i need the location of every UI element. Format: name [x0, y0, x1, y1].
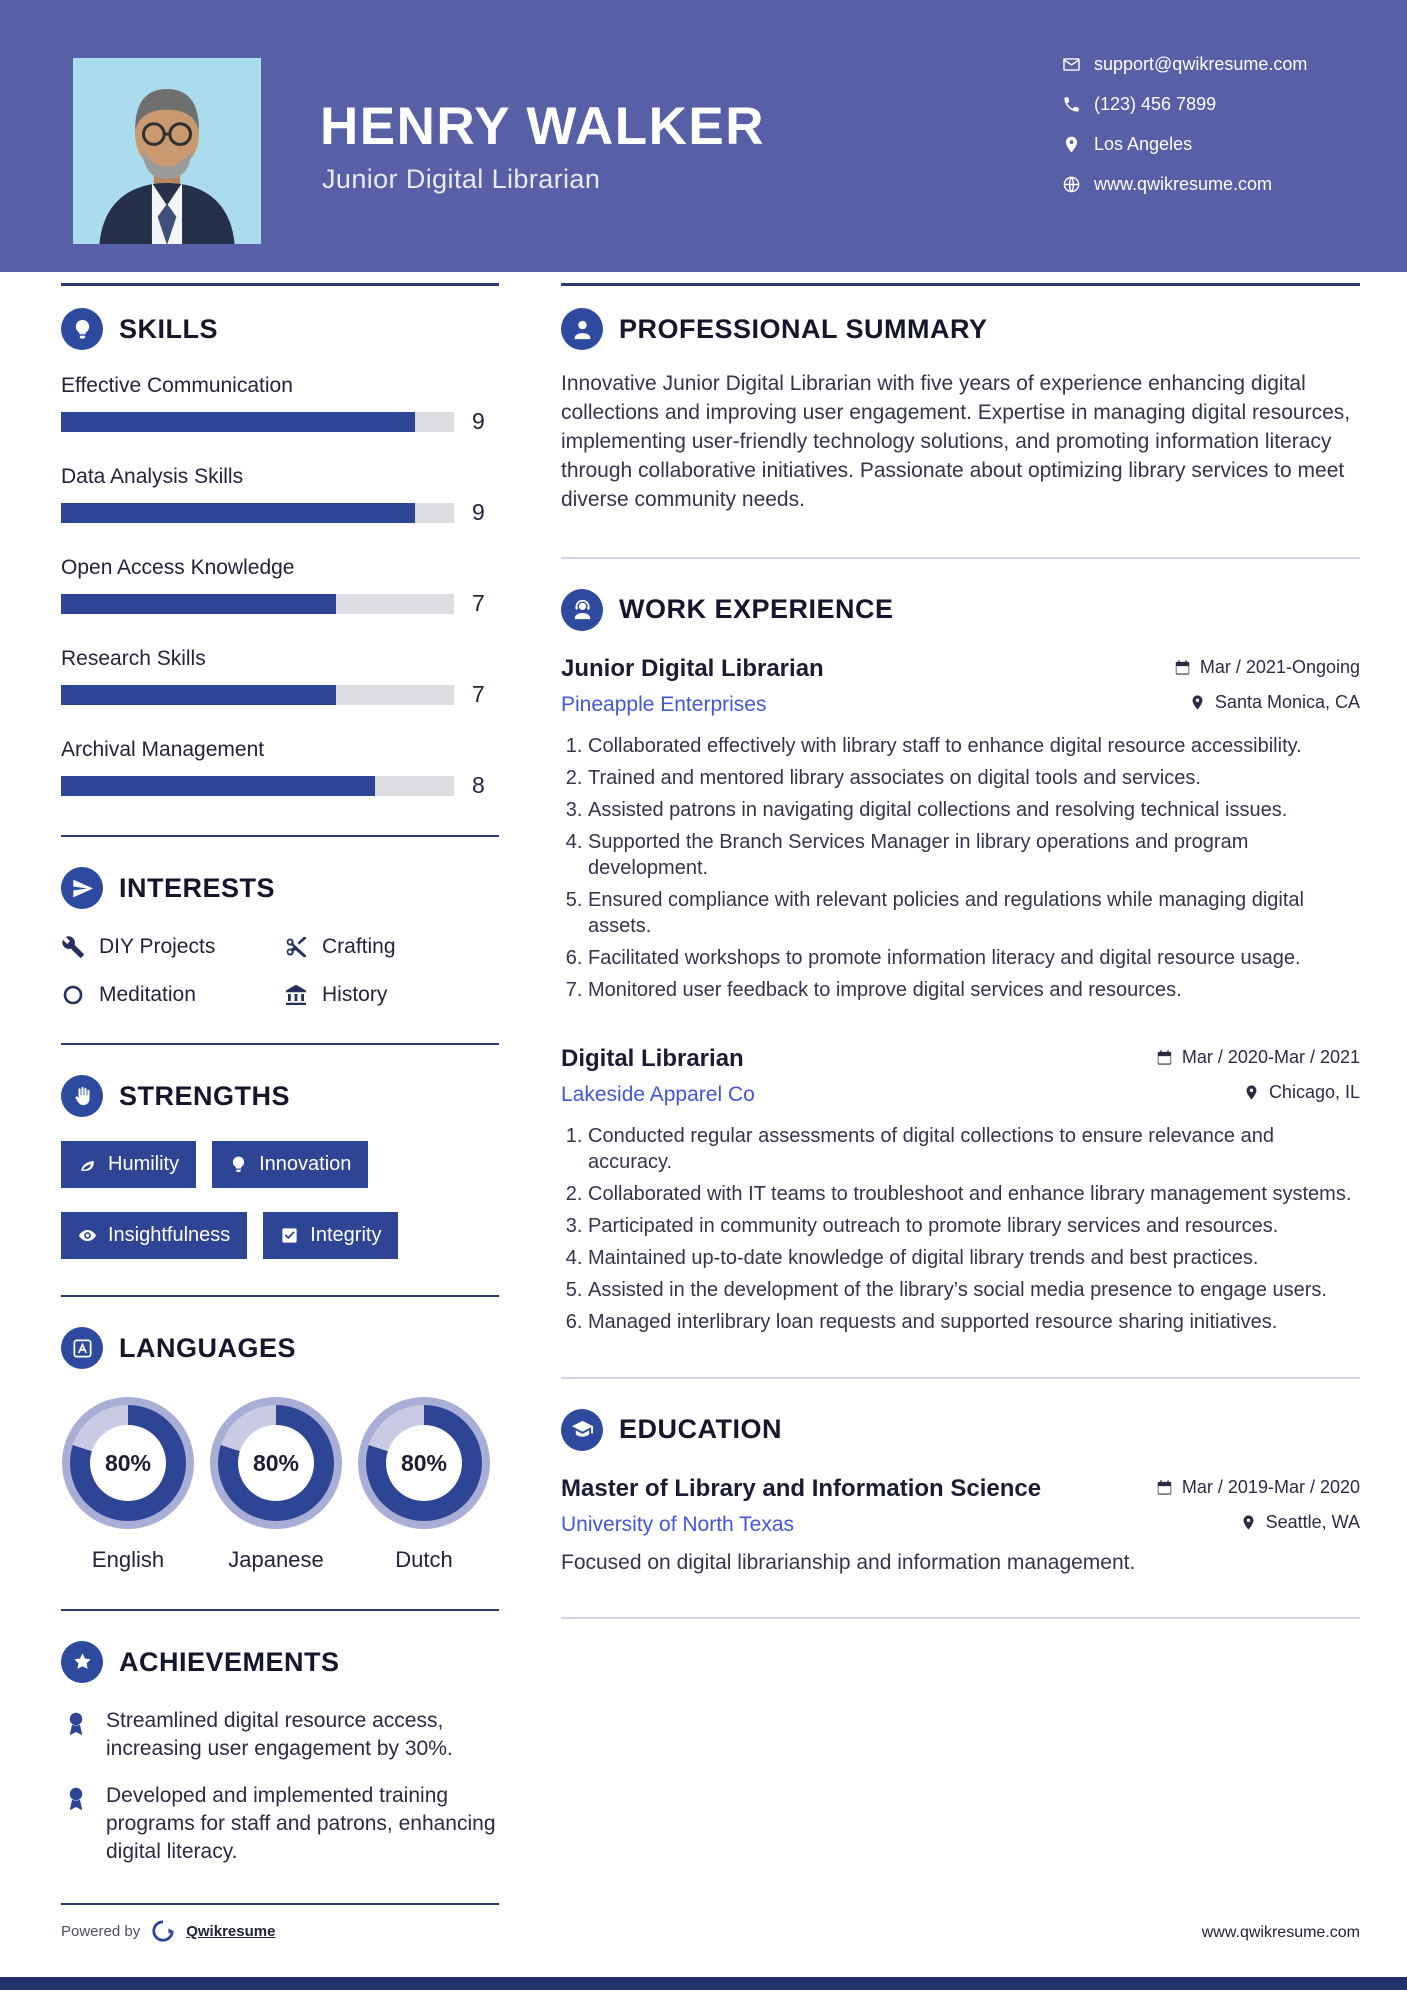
globe-icon [1062, 175, 1081, 194]
company-link[interactable]: Pineapple Enterprises [561, 692, 767, 716]
pin-icon [1189, 694, 1206, 711]
skills-heading [61, 308, 499, 350]
right-column [561, 308, 1360, 1649]
language-donut [62, 1397, 194, 1529]
strengths-row-2 [61, 1212, 499, 1259]
medal-icon [61, 1784, 91, 1814]
skills-list [61, 374, 499, 799]
eye-icon [78, 1226, 97, 1245]
donut-value: 80% [400, 1449, 448, 1476]
skill-item: Open Access Knowledge 7 [61, 556, 485, 616]
achievements-list [61, 1707, 499, 1867]
left-divider [61, 1295, 499, 1297]
summary-heading [561, 308, 1360, 350]
language-label: Dutch [395, 1547, 453, 1572]
contact-location-text: Los Angeles [1094, 134, 1193, 154]
skill-bar [61, 503, 454, 523]
language-donut [358, 1397, 490, 1529]
strength-chip: Humility [61, 1141, 196, 1188]
degree-title: Master of Library and Information Science [561, 1474, 1042, 1502]
skill-score: 9 [472, 408, 485, 434]
job-bullet: 6. Managed interlibrary loan requests and supported resource sharing initiatives. [588, 1309, 1360, 1335]
job-dates: Mar / 2020-Mar / 2021 [1156, 1047, 1360, 1068]
experience-section [561, 589, 1360, 1335]
calendar-icon [1156, 1479, 1173, 1496]
strengths-heading [61, 1075, 499, 1117]
contact-phone-text: (123) 456 7899 [1094, 94, 1217, 114]
summary-title: PROFESSIONAL SUMMARY [619, 313, 988, 344]
checkbox-icon [280, 1226, 299, 1245]
skills-title: SKILLS [119, 313, 219, 344]
job-location: Chicago, IL [1243, 1082, 1360, 1103]
languages-list [61, 1397, 499, 1573]
education-title: EDUCATION [619, 1414, 782, 1445]
languages-heading [61, 1327, 499, 1369]
job-dates: Mar / 2021-Ongoing [1174, 657, 1360, 678]
job-bullet: 4. Maintained up-to-date knowledge of digital library trends and best practices. [588, 1245, 1360, 1271]
phone-icon [1062, 95, 1081, 114]
strength-chip: Integrity [263, 1212, 398, 1259]
left-divider [61, 1043, 499, 1045]
summary-text: Innovative Junior Digital Librarian with five years of experience enhancing digital collections and improving user engagement. Expertise in managing digital resources, implementing user-friendly technology solutions, and promoting information literacy through collaborative initiatives. Passionate about optimizing library services to meet diverse community needs. [561, 372, 1351, 511]
contact-website[interactable] [1062, 174, 1307, 195]
qwikresume-logo [150, 1918, 176, 1944]
achievements-heading [61, 1641, 499, 1683]
skill-bar [61, 412, 454, 432]
contact-location [1062, 134, 1307, 155]
achievements-title: ACHIEVEMENTS [119, 1646, 340, 1677]
interests-title: INTERESTS [119, 872, 276, 903]
circle-icon [61, 983, 85, 1007]
skill-bar [61, 594, 454, 614]
job-bullet: 2. Collaborated with IT teams to troubleshoot and enhance library management systems. [588, 1181, 1360, 1207]
job-bullet: 2. Trained and mentored library associates on digital tools and services. [588, 765, 1360, 791]
job-bullet-list [561, 733, 1360, 1003]
contact-email-text: support@qwikresume.com [1094, 54, 1308, 74]
medal-icon [61, 1709, 91, 1739]
languages-title: LANGUAGES [119, 1332, 297, 1363]
language-item [209, 1397, 343, 1573]
person-icon [561, 308, 603, 350]
strengths-title: STRENGTHS [119, 1080, 291, 1111]
education-location: Seattle, WA [1240, 1512, 1360, 1533]
footer-website-link[interactable]: www.qwikresume.com [1201, 1924, 1360, 1941]
job-entry [561, 1045, 1360, 1335]
translate-icon [61, 1327, 103, 1369]
skill-bar [61, 776, 454, 796]
interests-section [61, 867, 499, 1007]
strength-chip: Insightfulness [61, 1212, 247, 1259]
right-divider [561, 557, 1360, 559]
summary-section [561, 308, 1360, 515]
language-donut [210, 1397, 342, 1529]
left-divider [61, 1609, 499, 1611]
strength-chip: Innovation [212, 1141, 368, 1188]
left-column-top-rule [61, 283, 499, 286]
languages-section [61, 1327, 499, 1573]
education-dates: Mar / 2019-Mar / 2020 [1156, 1477, 1360, 1498]
wrench-icon [61, 935, 85, 959]
contact-list [1062, 54, 1307, 195]
graduation-cap-icon [561, 1409, 603, 1451]
left-divider [61, 835, 499, 837]
contact-phone[interactable] [1062, 94, 1307, 115]
job-entry [561, 655, 1360, 1003]
experience-title: WORK EXPERIENCE [619, 594, 894, 625]
skill-item: Data Analysis Skills 9 [61, 465, 485, 525]
job-bullet: 3. Assisted patrons in navigating digital collections and resolving technical issues. [588, 797, 1360, 823]
achievement-item: Streamlined digital resource access, increasing user engagement by 30%. [61, 1707, 499, 1764]
lightbulb-icon [61, 308, 103, 350]
left-divider [61, 1903, 499, 1905]
job-bullet: 4. Supported the Branch Services Manager in library operations and program development. [588, 829, 1360, 881]
leaf-icon [78, 1155, 97, 1174]
powered-by-label: Powered by [61, 1922, 141, 1940]
strengths-row-1 [61, 1141, 499, 1188]
skill-item: Research Skills 7 [61, 647, 485, 707]
header [0, 0, 1407, 272]
interest-item: History [284, 983, 499, 1007]
right-column-top-rule [561, 283, 1360, 286]
lightbulb-icon [229, 1155, 248, 1174]
interests-heading [61, 867, 499, 909]
company-link[interactable]: Lakeside Apparel Co [561, 1082, 755, 1106]
job-title: Digital Librarian [561, 1044, 744, 1072]
skill-bar [61, 685, 454, 705]
left-column [61, 308, 499, 1935]
job-bullet: 1. Conducted regular assessments of digital collections to ensure relevance and accuracy. [588, 1123, 1360, 1175]
job-bullet: 1. Collaborated effectively with library staff to enhance digital resource accessibility. [588, 733, 1360, 759]
achievement-item: Developed and implemented training programs for staff and patrons, enhancing digital literacy. [61, 1782, 499, 1867]
contact-email[interactable] [1062, 54, 1307, 75]
strengths-section [61, 1075, 499, 1259]
headset-icon [561, 589, 603, 631]
school-link[interactable]: University of North Texas [561, 1512, 795, 1536]
skill-item: Effective Communication 9 [61, 374, 485, 434]
jobs-list [561, 655, 1360, 1335]
language-label: English [91, 1547, 165, 1572]
museum-icon [284, 983, 308, 1007]
education-note: Focused on digital librarianship and information management. [561, 1550, 1136, 1574]
education-heading [561, 1409, 1360, 1451]
email-icon [1062, 55, 1081, 74]
achievements-section [61, 1641, 499, 1867]
right-divider [561, 1617, 1360, 1619]
location-icon [1062, 135, 1081, 154]
interests-list [61, 935, 499, 1007]
person-job-title: Junior Digital Librarian [322, 164, 601, 194]
job-title: Junior Digital Librarian [561, 654, 824, 682]
job-bullet: 6. Facilitated workshops to promote information literacy and digital resource usage. [588, 945, 1360, 971]
person-name: HENRY WALKER [320, 97, 765, 156]
interest-item: Meditation [61, 983, 284, 1007]
skill-item: Archival Management 8 [61, 738, 485, 798]
qwikresume-link[interactable]: Qwikresume [186, 1922, 276, 1940]
skill-score: 7 [472, 681, 485, 707]
footer-branding [61, 1918, 275, 1944]
skill-score: 9 [472, 499, 485, 525]
profile-photo [73, 58, 261, 244]
paper-plane-icon [61, 867, 103, 909]
language-item [61, 1397, 195, 1573]
right-divider [561, 1377, 1360, 1379]
job-bullet: 5. Ensured compliance with relevant policies and regulations while managing digital assets. [588, 887, 1360, 939]
scissors-icon [284, 935, 308, 959]
skill-score: 8 [472, 772, 485, 798]
job-location: Santa Monica, CA [1189, 692, 1360, 713]
experience-heading [561, 589, 1360, 631]
contact-website-text: www.qwikresume.com [1094, 174, 1273, 194]
pin-icon [1243, 1084, 1260, 1101]
language-item [357, 1397, 491, 1573]
bottom-accent-bar [0, 1977, 1407, 1990]
interest-item: DIY Projects [61, 935, 284, 959]
calendar-icon [1174, 659, 1191, 676]
education-section [561, 1409, 1360, 1575]
job-bullet: 5. Assisted in the development of the library’s social media presence to engage users. [588, 1277, 1360, 1303]
calendar-icon [1156, 1049, 1173, 1066]
skill-score: 7 [472, 590, 485, 616]
star-icon [61, 1641, 103, 1683]
pin-icon [1240, 1514, 1257, 1531]
job-bullet: 7. Monitored user feedback to improve digital services and resources. [588, 977, 1360, 1003]
donut-value: 80% [104, 1449, 152, 1476]
job-bullet: 3. Participated in community outreach to promote library services and resources. [588, 1213, 1360, 1239]
donut-value: 80% [252, 1449, 300, 1476]
interest-item: Crafting [284, 935, 499, 959]
hand-icon [61, 1075, 103, 1117]
avatar [73, 58, 261, 244]
education-entry [561, 1475, 1360, 1575]
job-bullet-list [561, 1123, 1360, 1335]
language-label: Japanese [228, 1547, 324, 1572]
skills-section [61, 308, 499, 799]
